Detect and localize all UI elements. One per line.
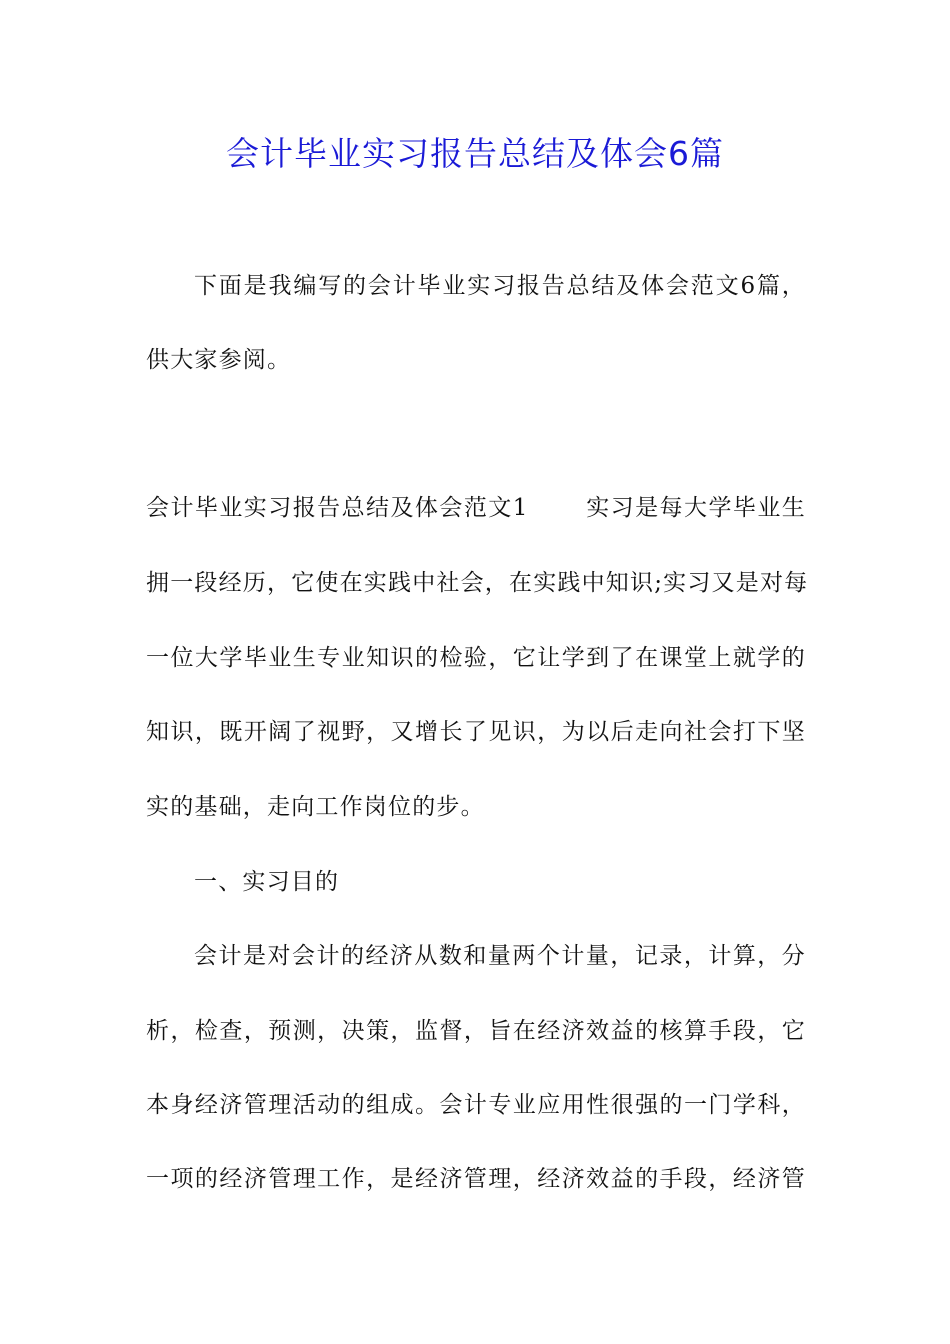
paragraph-line: 拥一段经历，它使在实践中社会，在实践中知识;实习又是对每 <box>146 570 809 596</box>
paragraph-line: 一项的经济管理工作，是经济管理，经济效益的手段，经济管 <box>146 1166 806 1192</box>
paragraph-line: 知识，既开阔了视野，又增长了见识，为以后走向社会打下坚 <box>146 719 806 745</box>
paragraph-line: 实的基础，走向工作岗位的步。 <box>146 794 485 820</box>
paragraph-line: 本身经济管理活动的组成。会计专业应用性很强的一门学科， <box>146 1092 806 1118</box>
paragraph-line: 下面是我编写的会计毕业实习报告总结及体会范文6篇， <box>194 273 806 299</box>
document-title: 会计毕业实习报告总结及体会6篇 <box>226 134 724 173</box>
paragraph-line: 会计毕业实习报告总结及体会范文1 实习是每大学毕业生 <box>146 495 806 521</box>
paragraph-line: 一位大学毕业生专业知识的检验，它让学到了在课堂上就学的 <box>146 645 806 671</box>
paragraph-line: 供大家参阅。 <box>146 347 292 373</box>
section-heading: 一、实习目的 <box>194 869 340 895</box>
paragraph-line: 析，检查，预测，决策，监督，旨在经济效益的核算手段，它 <box>146 1018 806 1044</box>
paragraph-line: 会计是对会计的经济从数和量两个计量，记录，计算，分 <box>194 943 806 969</box>
